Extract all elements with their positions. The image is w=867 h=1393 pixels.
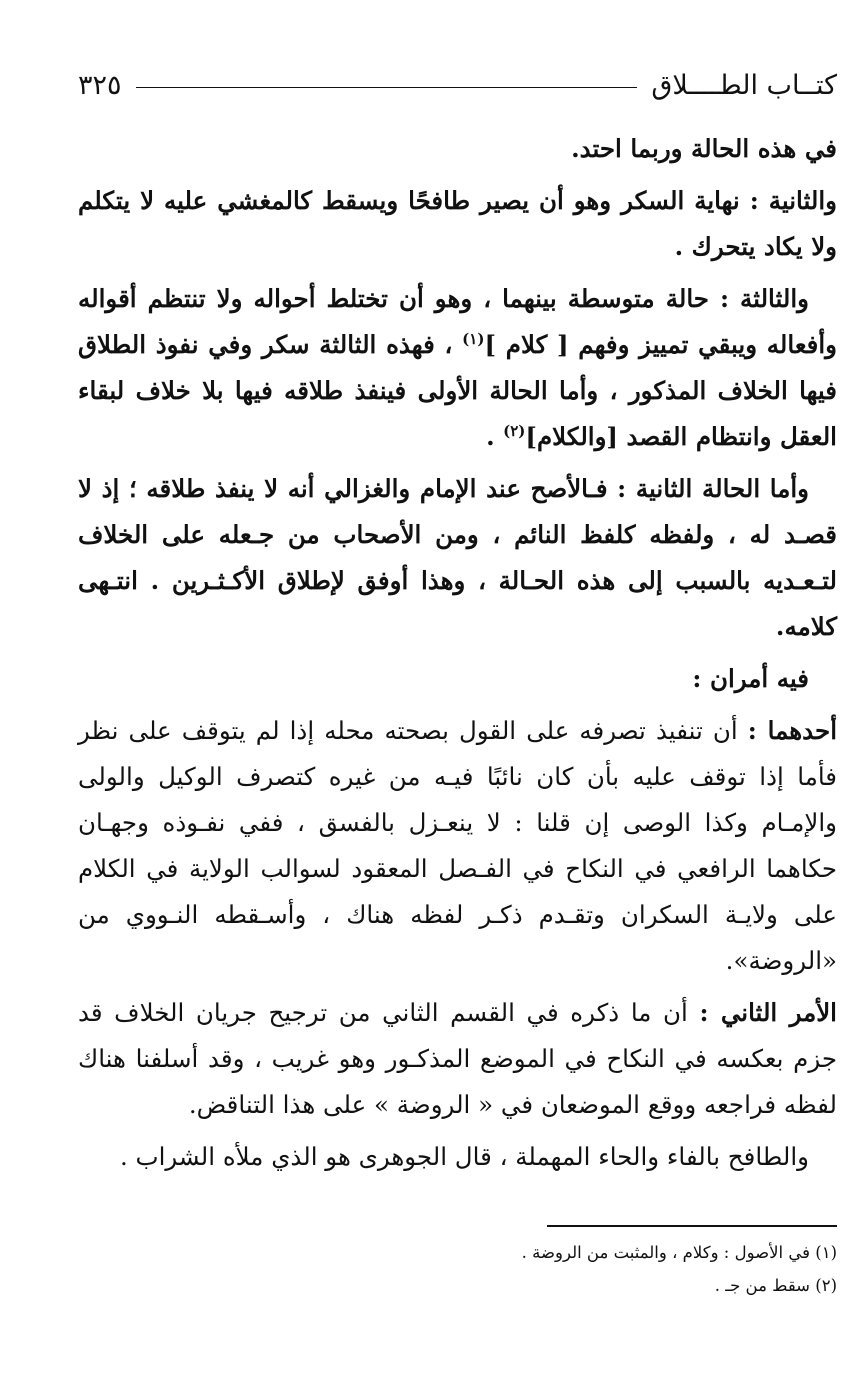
paragraph-1 (78, 126, 837, 172)
main-text (78, 126, 837, 1186)
paragraph-lead: الأمر الثاني : (699, 998, 837, 1027)
paragraph-text-cont: ، فهذه الثالثة سكر وفي نفوذ الطلاق فيها الخلاف المذكور ، وأما الحالة الأولى فينفذ طلاقه فيها بلا خلاف لبقاء العقل وانتظام القصد [والكلام] (78, 330, 837, 451)
paragraph-4 (78, 466, 837, 650)
footnote-2: (٢) سقط من جـ . (714, 1276, 837, 1295)
paragraph-text: والثالثة : حالة متوسطة بينهما ، وهو أن تختلط أحواله ولا تنتظم أقواله وأفعاله ويبقي تمييز وفهم [ كلام ] (78, 284, 837, 359)
paragraph-text: أن ما ذكره في القسم الثاني من ترجيح جريان الخلاف قد جزم بعكسه في النكاح في الموضع المذكـور وهو غريب ، وقد أسلفنا هناك لفظه فراجعه ووقع الموضعان في « الروضة » على هذا التناقض. (78, 998, 837, 1119)
paragraph-7 (78, 990, 837, 1128)
footnotes (78, 1236, 837, 1302)
paragraph-5 (78, 656, 837, 702)
paragraph-2 (78, 178, 837, 270)
paragraph-text-end: . (486, 422, 504, 451)
paragraph-text: والثانية : نهاية السكر وهو أن يصير طافحًا ويسقط كالمغشي عليه لا يتكلم ولا يكاد يتحرك . (78, 186, 837, 261)
paragraph-text: أن تنفيذ تصرفه على القول بصحته محله إذا لم يتوقف على نظر فأما إذا توقف عليه بأن كان نائبًا فيـه من غيره كتصرف الوكيل والولى والإمـام وكذا الوصى إن قلنا : لا ينعـزل بالفسق ، ففي نفـوذه وجهـان حكاهما الرافعي في النكاح في الفـصل المعقود لسوالب الولاية في الكلام على ولايـة السكران وتقـدم ذكـر لفظه هناك ، وأسـقطه النـووي من «الروضة». (78, 716, 837, 975)
paragraph-8 (78, 1134, 837, 1180)
page-number: ٣٢٥ (78, 69, 122, 101)
header-rule (136, 87, 638, 88)
paragraph-text: في هذه الحالة وربما احتد. (571, 134, 837, 163)
paragraph-text: والطافح بالفاء والحاء المهملة ، قال الجوهرى هو الذي ملأه الشراب . (119, 1142, 809, 1171)
paragraph-text: وأما الحالة الثانية : فـالأصح عند الإمام والغزالي أنه لا ينفذ طلاقه ؛ إذ لا قصـد له ، ولفظه كلفظ النائم ، ومن الأصحاب من جـعله على الخلاف لتـعـديه بالسبب إلى هذه الحـالة ، وهذا أوفق لإطلاق الأكـثـرين . انتـهى كلامه. (78, 474, 837, 641)
footnote-1: (١) في الأصول : وكلام ، والمثبت من الروضة . (521, 1243, 837, 1262)
paragraph-3 (78, 276, 837, 460)
footnote-ref-1[interactable]: (١) (462, 329, 485, 348)
running-header (78, 60, 837, 110)
paragraph-text: فيه أمران : (692, 664, 809, 693)
chapter-title: كتــاب الطــــلاق (651, 69, 837, 101)
footnote-ref-2[interactable]: (٢) (503, 421, 526, 440)
paragraph-6 (78, 708, 837, 984)
paragraph-lead: أحدهما : (747, 716, 837, 745)
footnote-separator (547, 1225, 837, 1227)
